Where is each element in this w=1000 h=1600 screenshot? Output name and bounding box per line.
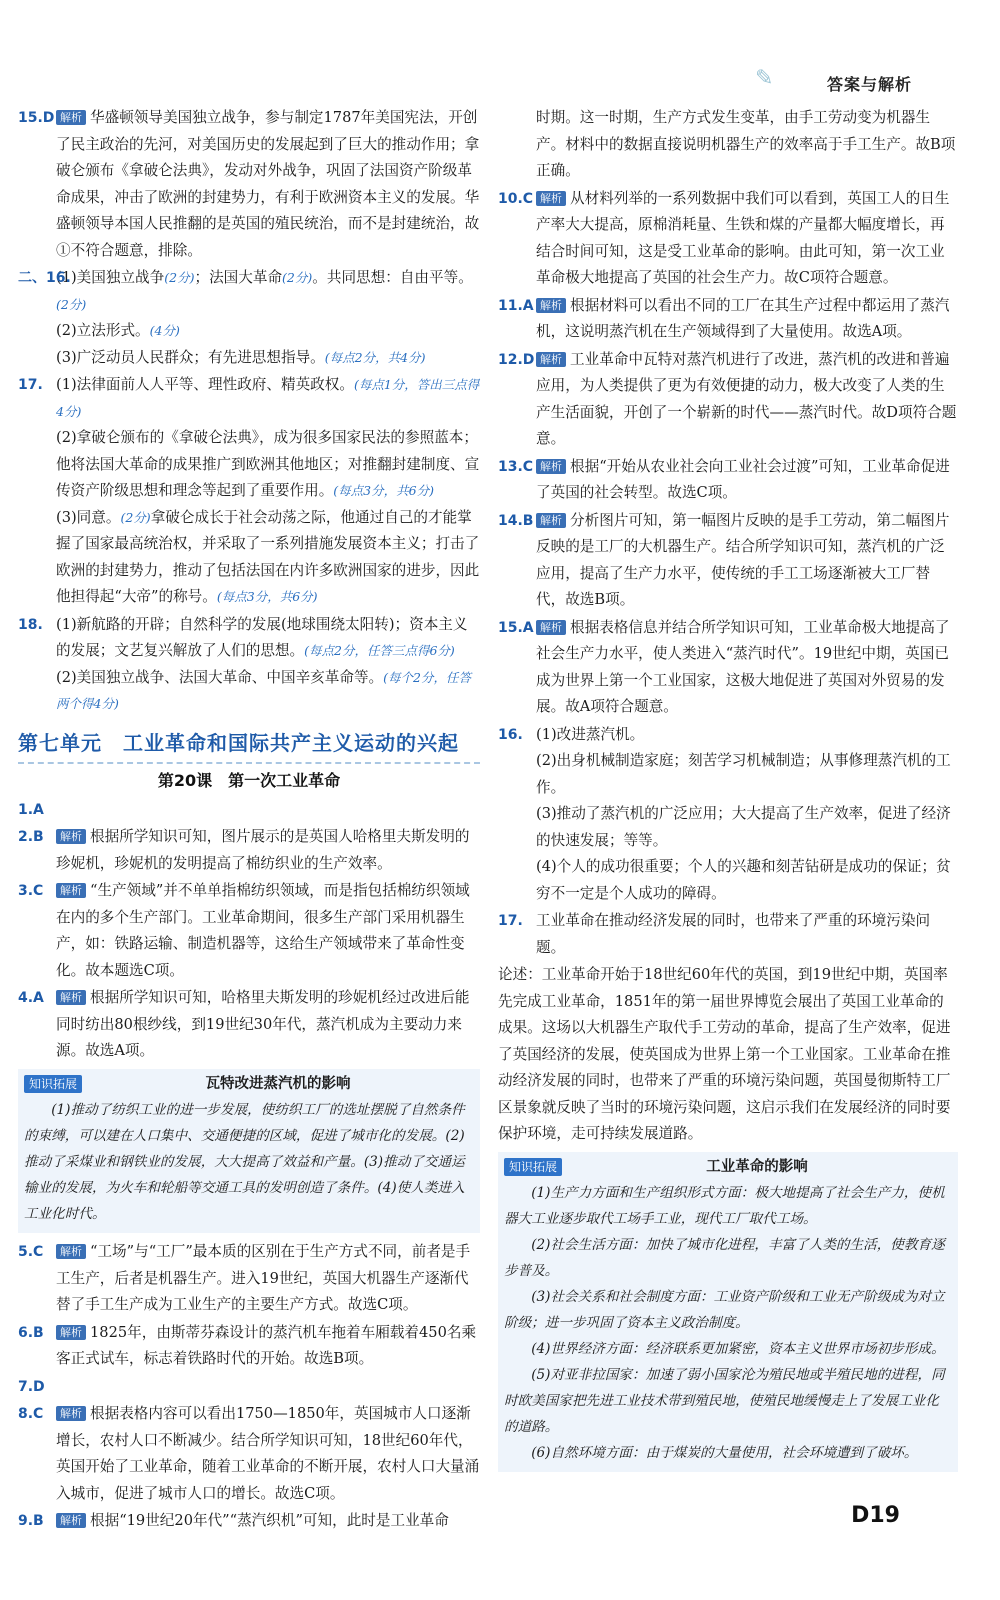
answer-item: [498, 722, 958, 908]
answer-item: [18, 1401, 480, 1507]
score-note: (每点2分，共4分): [324, 349, 426, 365]
answer-text: “生产领域”并不单单指棉纺织领域，而是指包括棉纺织领域在内的多个生产部门。工业革命期间，很多生产部门采用机器生产，如：铁路运输、制造机器等，这给生产领域带来了革命性变化。故本题选C项。: [56, 882, 470, 979]
answer-item: [18, 1374, 480, 1401]
knowledge-badge: 知识拓展: [24, 1075, 82, 1093]
question-number: 13.C: [498, 458, 534, 475]
unit-title: 第七单元 工业革命和国际共产主义运动的兴起: [18, 730, 459, 755]
knowledge-point: (5)对亚非拉国家：加速了弱小国家沦为殖民地或半殖民地的进程，同时欧美国家把先进工业技术带到殖民地，使殖民地缓慢走上了发展工业化的道路。: [504, 1367, 945, 1435]
question-number: 18.: [18, 616, 43, 633]
analysis-tag: 解析: [56, 883, 86, 898]
left-column: [18, 105, 480, 1536]
answer-text: (1)法律面前人人平等、理性政府、精英政权。: [56, 376, 354, 393]
score-note: (4分): [149, 323, 180, 338]
analysis-tag: 解析: [56, 829, 86, 844]
answer-text: 从材料列举的一系列数据中我们可以看到，英国工人的日生产率大大提高，原棉消耗量、生铁和煤的产量都大幅度增长，再结合时间可知，这是受工业革命的影响。由此可知，第一次工业革命极大地提高了英国的社会生产力。故C项符合题意。: [536, 189, 950, 286]
answer-text: (2)出身机械制造家庭；刻苦学习机械制造；从事修理蒸汽机的工作。: [536, 752, 951, 796]
question-number: 10.C: [498, 190, 534, 207]
question-number: 1.A: [18, 801, 44, 818]
answer-text: (4)个人的成功很重要；个人的兴趣和刻苦钻研是成功的保证；贫穷不一定是个人成功的障碍。: [536, 858, 951, 902]
answer-text: 。共同思想：自由平等。: [312, 269, 473, 286]
answer-item: [18, 1320, 480, 1373]
knowledge-point: (2)社会生活方面：加快了城市化进程，丰富了人类的生活，使教育逐步普及。: [504, 1237, 945, 1279]
answer-item: [18, 612, 480, 718]
question-number: 11.A: [498, 297, 534, 314]
score-note: (每点2分，任答三点得6分): [304, 643, 455, 658]
score-note: (每个2分，任答两个得4分): [56, 669, 471, 711]
answer-text: ；法国大革命: [194, 269, 283, 286]
score-note: (2分): [164, 270, 195, 285]
answer-item: [498, 615, 958, 721]
page-header: 答案与解析: [826, 75, 912, 94]
answer-text: 根据表格内容可以看出1750—1850年，英国城市人口逐渐增长，农村人口不断减少。结合所学知识可知，18世纪60年代，英国开始了工业革命，随着工业革命的不断开展，农村人口大量涌入城市，促进了城市人口的增长。故选C项。: [56, 1405, 480, 1502]
analysis-tag: 解析: [536, 513, 566, 528]
answer-item: [498, 508, 958, 614]
answer-item: [498, 186, 958, 292]
analysis-tag: 解析: [56, 110, 86, 125]
question-number: 8.C: [18, 1406, 44, 1422]
answer-text: 1825年，由斯蒂芬森设计的蒸汽机车拖着车厢载着450名乘客正式试车，标志着铁路时代的开始。故选B项。: [56, 1323, 477, 1367]
analysis-tag: 解析: [56, 1325, 86, 1340]
knowledge-box: [498, 1152, 958, 1473]
answer-text: 根据“开始从农业社会向工业社会过渡”可知，工业革命促进了英国的社会转型。故选C项。: [536, 457, 950, 501]
answer-text: 根据“19世纪20年代”“蒸汽织机”可知，此时是工业革命: [90, 1512, 449, 1529]
question-number: 15.D: [18, 110, 55, 126]
answer-text: 根据所学知识可知，图片展示的是英国人哈格里夫斯发明的珍妮机，珍妮机的发明提高了棉纺织业的生产效率。: [56, 828, 470, 872]
answer-item: [18, 985, 480, 1065]
question-number: 17.: [18, 377, 43, 393]
answer-text: (1)美国独立战争: [56, 269, 165, 286]
answer-text: 根据材料可以看出不同的工厂在其生产过程中都运用了蒸汽机，这说明蒸汽机在生产领域得到了大量使用。故选A项。: [536, 296, 950, 340]
knowledge-point: (3)社会关系和社会制度方面：工业资产阶级和工业无产阶级成为对立阶级；进一步巩固了资本主义政治制度。: [504, 1289, 945, 1331]
analysis-tag: 解析: [536, 620, 566, 635]
score-note: (每点3分，共6分): [333, 483, 434, 498]
answer-item: [18, 1508, 480, 1535]
answer-text: 根据表格信息并结合所学知识可知，工业革命极大地提高了社会生产力水平，使人类进入“蒸汽时代”。19世纪中期，英国已成为世界上第一个工业国家，这极大地促进了英国对外贸易的发展。故A项符合题意。: [536, 618, 950, 715]
question-number: 12.D: [498, 351, 535, 368]
decoration-doodle-icon: ✎: [755, 66, 774, 91]
score-note: (2分): [282, 270, 313, 285]
score-note: (每点1分，答出三点得4分): [56, 377, 480, 419]
knowledge-point: (1)生产力方面和生产组织形式方面：极大地提高了社会生产力，使机器大工业逐步取代工场手工业，现代工厂取代工场。: [504, 1185, 945, 1227]
answer-item: [18, 105, 480, 264]
score-note: (每点3分，共6分): [216, 589, 318, 604]
answer-text: “工场”与“工厂”最本质的区别在于生产方式不同，前者是手工生产，后者是机器生产。进入19世纪，英国大机器生产逐渐代替了手工生产成为工业生产的主要生产方式。故选C项。: [56, 1243, 471, 1313]
question-number: 17.: [498, 913, 523, 929]
knowledge-title: 工业革命的影响: [706, 1158, 808, 1175]
analysis-tag: 解析: [56, 1406, 86, 1421]
answer-item: [18, 878, 480, 984]
question-number: 二、16.: [18, 270, 71, 286]
answer-text: 工业革命在推动经济发展的同时，也带来了严重的环境污染问题。: [536, 912, 931, 956]
answer-item: [498, 293, 958, 346]
knowledge-box: [18, 1069, 480, 1234]
right-column: [498, 105, 958, 1478]
knowledge-point: (6)自然环境方面：由于煤炭的大量使用，社会环境遭到了破坏。: [531, 1445, 918, 1461]
knowledge-badge: 知识拓展: [504, 1158, 562, 1176]
answer-item: [18, 1239, 480, 1319]
question-number: 15.A: [498, 619, 534, 636]
lesson-title: 第20课 第一次工业革命: [18, 762, 480, 795]
answer-text: (3)同意。: [56, 508, 121, 526]
answer-item: [18, 824, 480, 877]
analysis-tag: 解析: [536, 298, 566, 313]
answer-text: (2)拿破仑颁布的《拿破仑法典》，成为很多国家民法的参照蓝本；他将法国大革命的成果推广到欧洲其他地区；对推翻封建制度、宣传资产阶级思想和理念等起到了重要作用。: [56, 429, 480, 499]
analysis-tag: 解析: [536, 352, 566, 367]
question-number: 6.B: [18, 1324, 44, 1341]
score-note: (2分): [120, 509, 151, 525]
answer-text: 拿破仑成长于社会动荡之际，他通过自己的才能掌握了国家最高统治权，并采取了一系列措施发展资本主义；打击了欧洲的封建势力，推动了包括法国在内许多欧洲国家的进步，因此他担得起“大帝”的称号。: [56, 508, 480, 605]
answer-text: (3)广泛动员人民群众；有先进思想指导。: [56, 348, 325, 366]
question-number: 5.C: [18, 1244, 44, 1260]
analysis-tag: 解析: [536, 459, 566, 474]
answer-item: [18, 372, 480, 611]
page-number: D19: [851, 1503, 900, 1528]
analysis-tag: 解析: [56, 990, 86, 1005]
analysis-tag: 解析: [56, 1244, 86, 1259]
question-number: 4.A: [18, 990, 44, 1006]
answer-item: [498, 347, 958, 453]
knowledge-body: (1)推动了纺织工业的进一步发展，使纺织工厂的选址摆脱了自然条件的束缚，可以建在人口集中、交通便捷的区域，促进了城市化的发展。(2)推动了采煤业和钢铁业的发展，大大提高了效益和产量。(3)推动了交通运输业的发展，为火车和轮船等交通工具的发明创造了条件。(4)使人类进入工业化时代。: [24, 1102, 465, 1222]
answer-text: 时期。这一时期，生产方式发生变革，由手工劳动变为机器生产。材料中的数据直接说明机器生产的效率高于手工生产。故B项正确。: [536, 109, 956, 179]
question-number: 14.B: [498, 512, 534, 529]
answer-text: 华盛顿领导美国独立战争，参与制定1787年美国宪法，开创了民主政治的先河，对美国历史的发展起到了巨大的推动作用；拿破仑颁布《拿破仑法典》，发动对外战争，巩固了法国资产阶级革命成果，冲击了欧洲的封建势力，有利于欧洲资本主义的发展。华盛顿领导本国人民推翻的是英国的殖民统治，而不是封建统治，故①不符合题意，排除。: [56, 109, 480, 259]
answer-item: [18, 797, 480, 824]
answer-text: (3)推动了蒸汽机的广泛应用；大大提高了生产效率，促进了经济的快速发展；等等。: [536, 805, 951, 849]
question-number: 3.C: [18, 883, 44, 899]
answer-text: (1)改进蒸汽机。: [536, 725, 645, 743]
analysis-tag: 解析: [536, 191, 566, 206]
question-number: 9.B: [18, 1513, 44, 1529]
answer-item: [498, 908, 958, 961]
question-number: 7.D: [18, 1378, 45, 1395]
answer-item: [18, 265, 480, 371]
analysis-tag: 解析: [56, 1513, 86, 1528]
question-number: 2.B: [18, 829, 44, 845]
knowledge-point: (4)世界经济方面：经济联系更加紧密，资本主义世界市场初步形成。: [531, 1341, 945, 1357]
answer-text: 分析图片可知，第一幅图片反映的是手工劳动，第二幅图片反映的是工厂的大机器生产。结合所学知识可知，蒸汽机的广泛应用，提高了生产力水平，使传统的手工工场逐渐被大工厂替代，故选B项。: [536, 511, 950, 608]
answer-text: 工业革命中瓦特对蒸汽机进行了改进，蒸汽机的改进和普遍应用，为人类提供了更为有效便捷的动力，极大改变了人类的生产生活面貌，开创了一个崭新的时代——蒸汽时代。故D项符合题意。: [536, 350, 957, 447]
essay-paragraph: 论述：工业革命开始于18世纪60年代的英国，到19世纪中期，英国率先完成工业革命，1851年的第一届世界博览会展出了英国工业革命的成果。这场以大机器生产取代手工劳动的革命，提高了生产效率，促进了英国经济的发展，使英国成为世界上第一个工业国家。工业革命在推动经济发展的同时，也带来了严重的环境污染问题，英国曼彻斯特工厂区景象就反映了当时的环境污染问题，这启示我们在发展经济的同时要保护环境，走可持续发展道路。: [498, 966, 951, 1142]
question-number: 16.: [498, 726, 523, 743]
answer-text: (2)美国独立战争、法国大革命、中国辛亥革命等。: [56, 668, 384, 686]
answer-continuation: [498, 105, 958, 185]
answer-text: (2)立法形式。: [56, 322, 150, 339]
answer-text: (1)新航路的开辟；自然科学的发展(地球围绕太阳转)；资本主义的发展；文艺复兴解放了人们的思想。: [56, 615, 468, 659]
score-note: (2分): [56, 296, 87, 312]
answer-item: [498, 454, 958, 507]
answer-text: 根据所学知识可知，哈格里夫斯发明的珍妮机经过改进后能同时纺出80根纱线，到19世纪30年代，蒸汽机成为主要动力来源。故选A项。: [56, 989, 470, 1059]
knowledge-title: 瓦特改进蒸汽机的影响: [205, 1075, 351, 1092]
